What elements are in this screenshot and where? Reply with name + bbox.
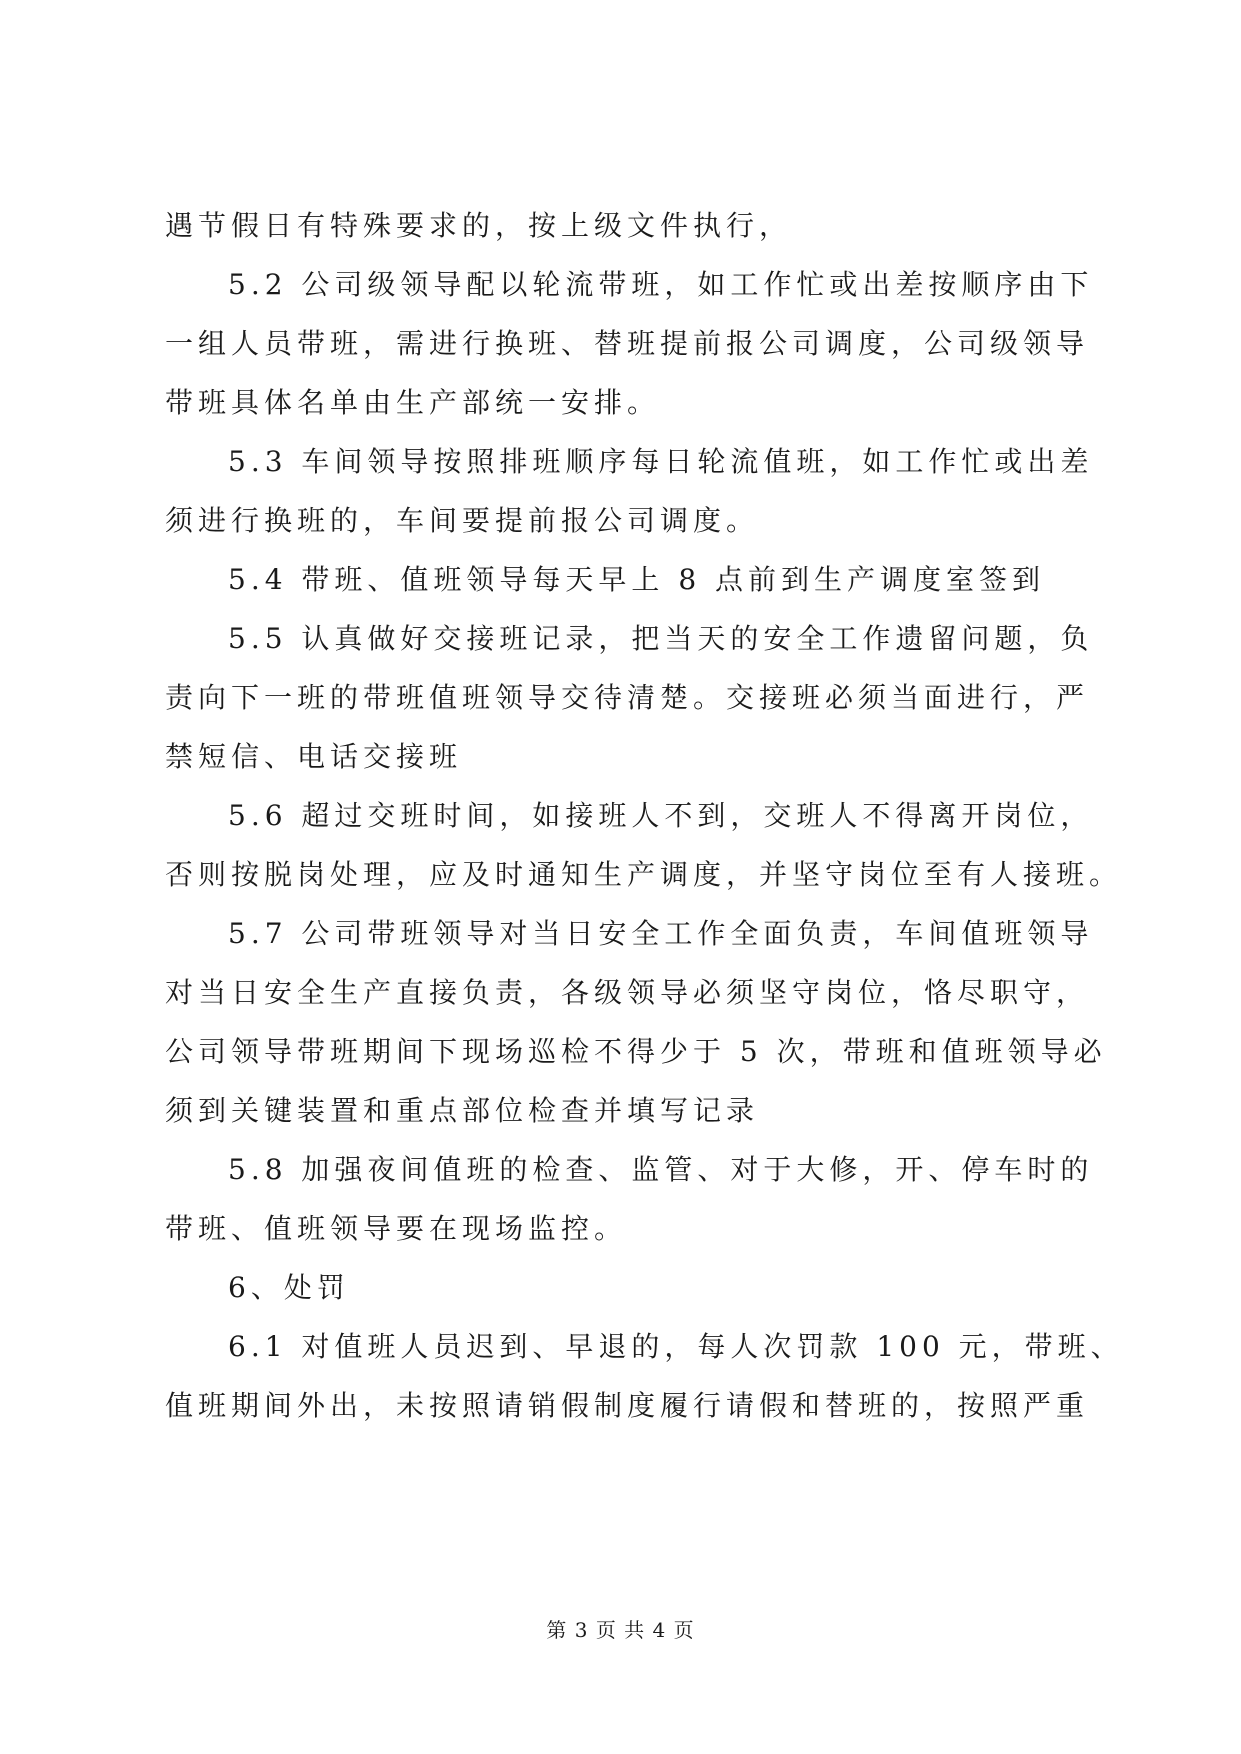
body-line: 禁短信、电话交接班 [165,740,463,773]
body-line: 遇节假日有特殊要求的，按上级文件执行， [165,209,793,242]
body-line: 5.4 带班、值班领导每天早上 8 点前到生产调度室签到 [228,563,1046,596]
body-line: 须进行换班的，车间要提前报公司调度。 [165,504,760,537]
body-line: 5.7 公司带班领导对当日安全工作全面负责，车间值班领导 [228,917,1094,950]
body-line: 对当日安全生产直接负责，各级领导必须坚守岗位，恪尽职守， [165,976,1090,1009]
body-line: 带班具体名单由生产部统一安排。 [165,386,661,419]
body-line: 带班、值班领导要在现场监控。 [165,1212,628,1245]
body-line: 6.1 对值班人员迟到、早退的，每人次罚款 100 元，带班、 [228,1330,1124,1363]
body-line: 否则按脱岗处理，应及时通知生产调度，并坚守岗位至有人接班。 [165,858,1123,891]
body-line: 5.2 公司级领导配以轮流带班，如工作忙或出差按顺序由下 [228,268,1094,301]
body-line: 须到关键装置和重点部位检查并填写记录 [165,1094,760,1127]
body-line: 5.5 认真做好交接班记录，把当天的安全工作遗留问题，负 [228,622,1094,655]
body-line: 5.6 超过交班时间，如接班人不到，交班人不得离开岗位， [228,799,1094,832]
body-line: 值班期间外出，未按照请销假制度履行请假和替班的，按照严重 [165,1389,1090,1422]
body-line: 5.8 加强夜间值班的检查、监管、对于大修，开、停车时的 [228,1153,1094,1186]
body-line: 责向下一班的带班值班领导交待清楚。交接班必须当面进行，严 [165,681,1090,714]
document-body [165,196,1124,1435]
section-heading: 6、处罚 [228,1271,350,1304]
body-line: 5.3 车间领导按照排班顺序每日轮流值班，如工作忙或出差 [228,445,1094,478]
page-number-footer: 第 3 页 共 4 页 [546,1618,695,1642]
body-line: 公司领导带班期间下现场巡检不得少于 5 次，带班和值班领导必 [165,1035,1107,1068]
body-line: 一组人员带班，需进行换班、替班提前报公司调度，公司级领导 [165,327,1090,360]
